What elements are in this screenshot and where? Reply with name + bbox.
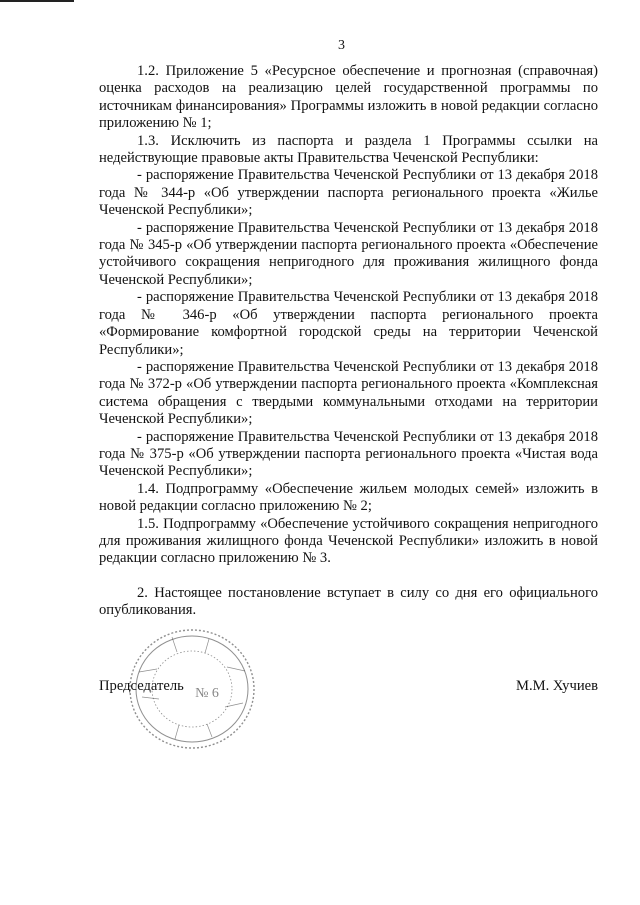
paragraph-2: 2. Настоящее постановление вступает в силу со дня его официального опубликования. — [99, 584, 598, 619]
signer-title: Председатель — [99, 678, 184, 694]
signature-block — [99, 678, 598, 698]
paragraph-1-4: 1.4. Подпрограмму «Обеспечение жильем молодых семей» изложить в новой редакции согласно приложению № 2; — [99, 480, 598, 515]
list-item-345: - распоряжение Правительства Чеченской Республики от 13 декабря 2018 года № 345-р «Об утверждении паспорта регионального проекта «Обеспечение устойчивого сокращения непригодного для проживания жилищного фонда Чеченской Республики»; — [99, 219, 598, 288]
signer-name: М.М. Хучиев — [516, 678, 598, 694]
scan-edge-line — [0, 0, 74, 2]
list-item-375: - распоряжение Правительства Чеченской Республики от 13 декабря 2018 года № 375-р «Об утверждении паспорта регионального проекта «Чистая вода Чеченской Республики»; — [99, 428, 598, 480]
paragraph-1-2: 1.2. Приложение 5 «Ресурсное обеспечение и прогнозная (справочная) оценка расходов на реализацию целей государственной программы по источникам финансирования» Программы изложить в новой редакции согласно приложению № 1; — [99, 63, 598, 132]
list-item-344: - распоряжение Правительства Чеченской Республики от 13 декабря 2018 года № 344-р «Об утверждении паспорта регионального проекта «Жилье Чеченской Республики»; — [99, 167, 598, 219]
paragraph-1-3: 1.3. Исключить из паспорта и раздела 1 Программы ссылки на недействующие правовые акты Правительства Чеченской Республики: — [99, 132, 598, 167]
document-body — [99, 63, 598, 620]
list-item-372: - распоряжение Правительства Чеченской Республики от 13 декабря 2018 года № 372-р «Об утверждении паспорта регионального проекта «Комплексная система обращения с твердыми коммунальными отходами на территории Чеченской Республики»; — [99, 358, 598, 428]
seal-number: № 6 — [195, 686, 219, 701]
list-item-346: - распоряжение Правительства Чеченской Республики от 13 декабря 2018 года № 346-р «Об утверждении паспорта регионального проекта «Формирование комфортной городской среды на территории Чеченской Республики»; — [99, 289, 598, 358]
page-number: 3 — [338, 38, 345, 53]
paragraph-1-5: 1.5. Подпрограмму «Обеспечение устойчивого сокращения непригодного для проживания жилищного фонда Чеченской Республики» изложить в новой редакции согласно приложению № 3. — [99, 515, 598, 567]
